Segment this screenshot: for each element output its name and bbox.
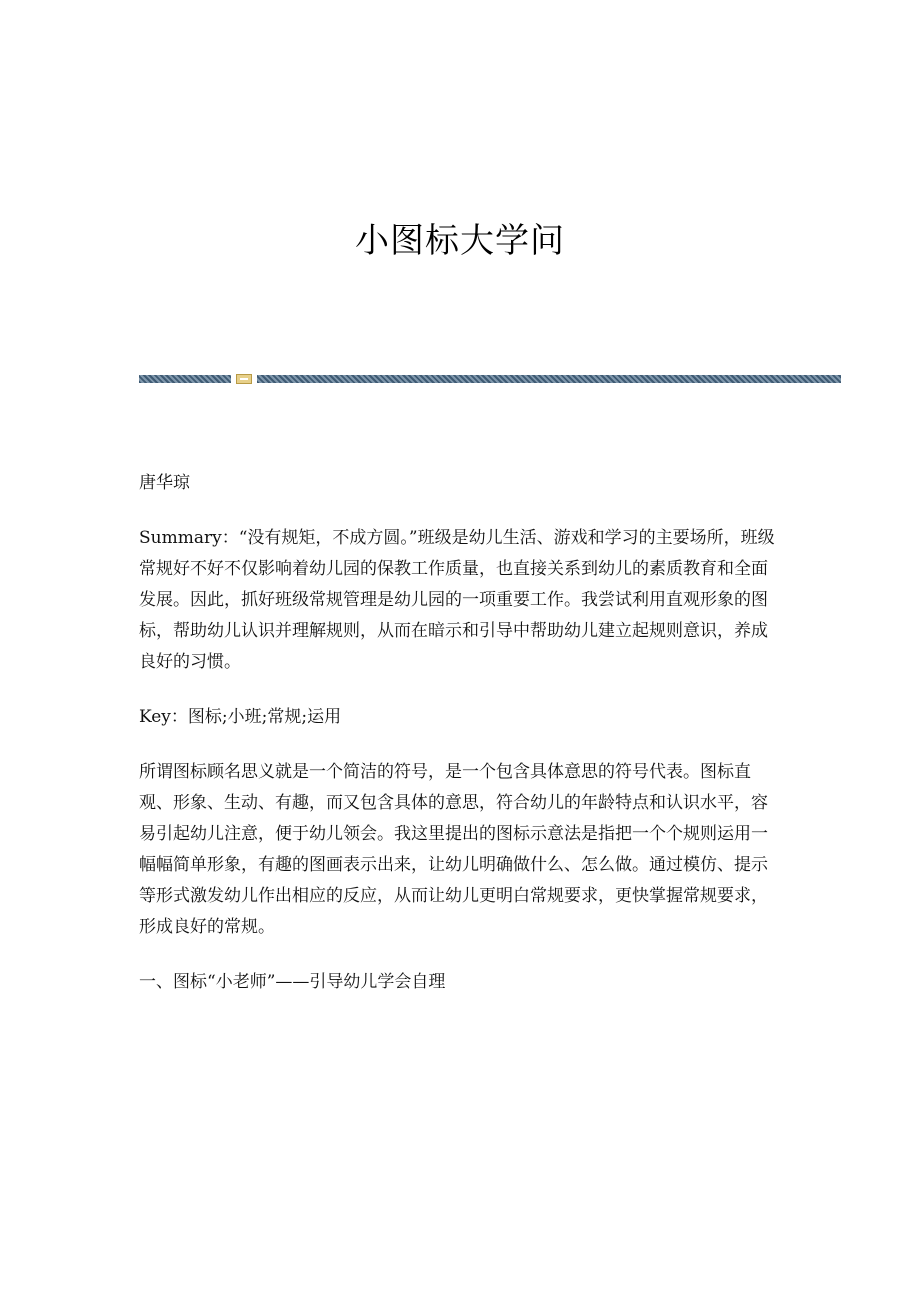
title-divider [139,374,841,384]
body-paragraph: 所谓图标顾名思义就是一个简洁的符号，是一个包含具体意思的符号代表。图标直观、形象、生动、有趣，而又包含具体的意思，符合幼儿的年龄特点和认识水平，容易引起幼儿注意，便于幼儿领会。我这里提出的图标示意法是指把一个个规则运用一幅幅简单形象，有趣的图画表示出来，让幼儿明确做什么、怎么做。通过模仿、提示等形式激发幼儿作出相应的反应，从而让幼儿更明白常规要求，更快掌握常规要求，形成良好的常规。 [139,762,768,937]
divider-emblem-icon [236,374,252,384]
section-heading: 一、图标“小老师”——引导幼儿学会自理 [139,972,446,992]
document-body [139,468,775,1022]
divider-bar-right [257,375,841,383]
document-title: 小图标大学问 [355,221,565,261]
keywords-label: Key： [139,707,188,727]
divider-bar-left [139,375,231,383]
summary-text: “没有规矩，不成方圆。”班级是幼儿生活、游戏和学习的主要场所，班级常规好不好不仅影响着幼儿园的保教工作质量，也直接关系到幼儿的素质教育和全面发展。因此，抓好班级常规管理是幼儿园的一项重要工作。我尝试利用直观形象的图标，帮助幼儿认识并理解规则，从而在暗示和引导中帮助幼儿建立起规则意识，养成良好的习惯。 [139,528,775,672]
keywords-text: 图标;小班;常规;运用 [187,707,342,727]
summary-label: Summary： [139,528,239,548]
author-name: 唐华琼 [139,473,190,493]
keywords-paragraph [139,702,775,733]
summary-paragraph [139,523,775,678]
